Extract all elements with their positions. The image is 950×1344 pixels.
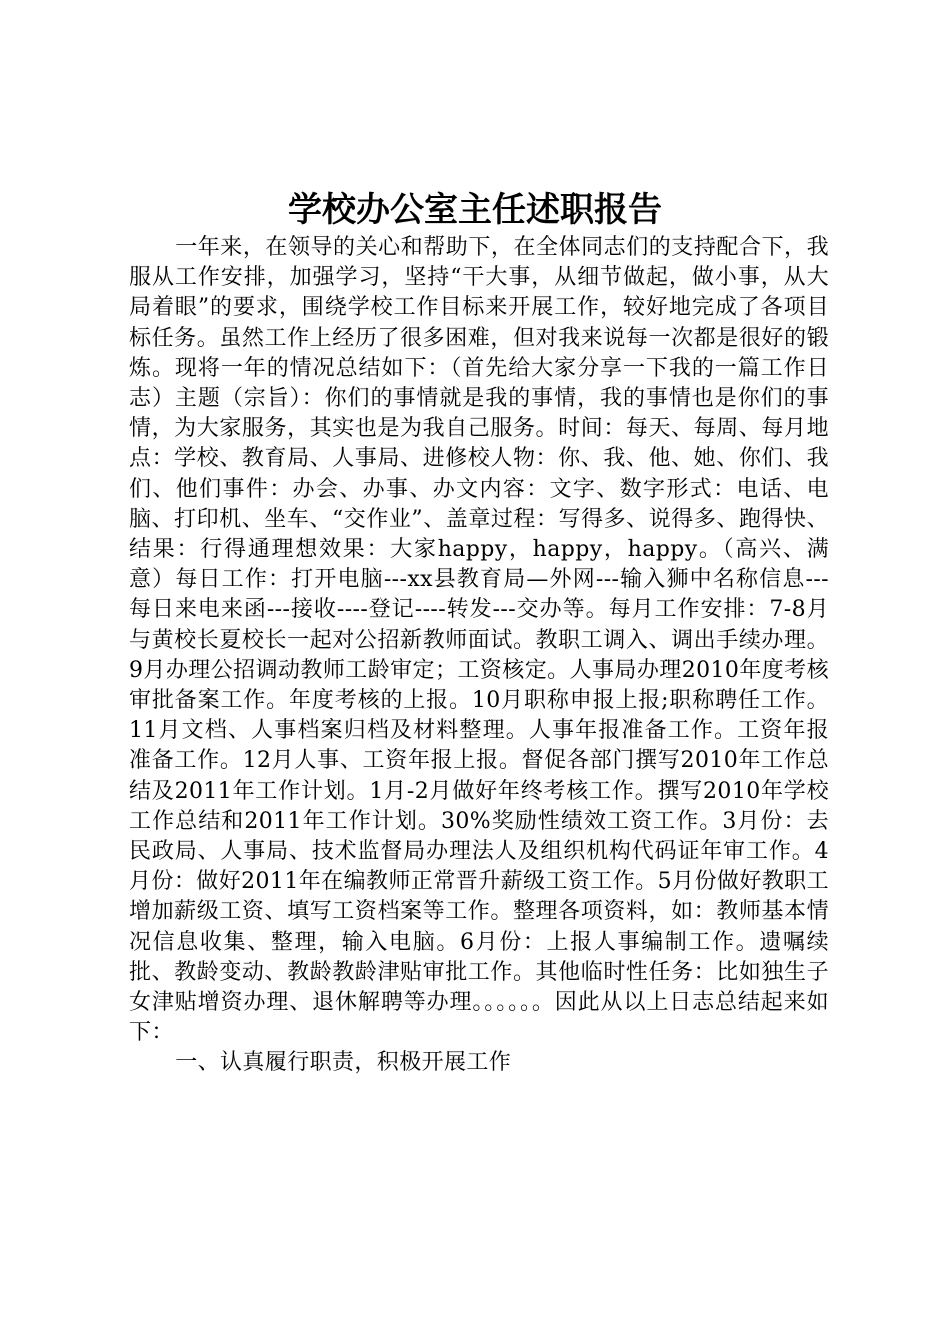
document-body <box>129 233 829 1079</box>
document-title: 学校办公室主任述职报告 <box>288 190 662 230</box>
body-paragraph: 一年来，在领导的关心和帮助下，在全体同志们的支持配合下，我服从工作安排，加强学习，坚持“干大事，从细节做起，做小事，从大局着眼”的要求，围绕学校工作目标来开展工作，较好地完成了各项目标任务。虽然工作上经历了很多困难，但对我来说每一次都是很好的锻炼。现将一年的情况总结如下：（首先给大家分享一下我的一篇工作日志）主题（宗旨）：你们的事情就是我的事情，我的事情也是你们的事情，为大家服务，其实也是为我自己服务。时间：每天、每周、每月地点：学校、教育局、人事局、进修校人物：你、我、他、她、你们、我们、他们事件：办会、办事、办文内容：文字、数字形式：电话、电脑、打印机、坐车、“交作业”、盖章过程：写得多、说得多、跑得快、结果：行得通理想效果：大家happy，happy，happy。（高兴、满意）每日工作：打开电脑---xx县教育局—外网---输入狮中名称信息---每日来电来函---接收----登记----转发---交办等。每月工作安排：7-8月与黄校长夏校长一起对公招新教师面试。教职工调入、调出手续办理。9月办理公招调动教师工龄审定；工资核定。人事局办理2010年度考核审批备案工作。年度考核的上报。10月职称申报上报;职称聘任工作。11月文档、人事档案归档及材料整理。人事年报准备工作。工资年报准备工作。12月人事、工资年报上报。督促各部门撰写2010年工作总结及2011年工作计划。1月-2月做好年终考核工作。撰写2010年学校工作总结和2011年工作计划。30%奖励性绩效工资工作。3月份：去民政局、人事局、技术监督局办理法人及组织机构代码证年审工作。4月份：做好2011年在编教师正常晋升薪级工资工作。5月份做好教职工增加薪级工资、填写工资档案等工作。整理各项资料，如：教师基本情况信息收集、整理，输入电脑。6月份：上报人事编制工作。遗嘱续批、教龄变动、教龄教龄津贴审批工作。其他临时性任务：比如独生子女津贴增资办理、退休解聘等办理。。。。。。因此从以上日志总结起来如下： <box>129 235 829 1046</box>
section-heading: 一、认真履行职责，积极开展工作 <box>175 1050 512 1076</box>
